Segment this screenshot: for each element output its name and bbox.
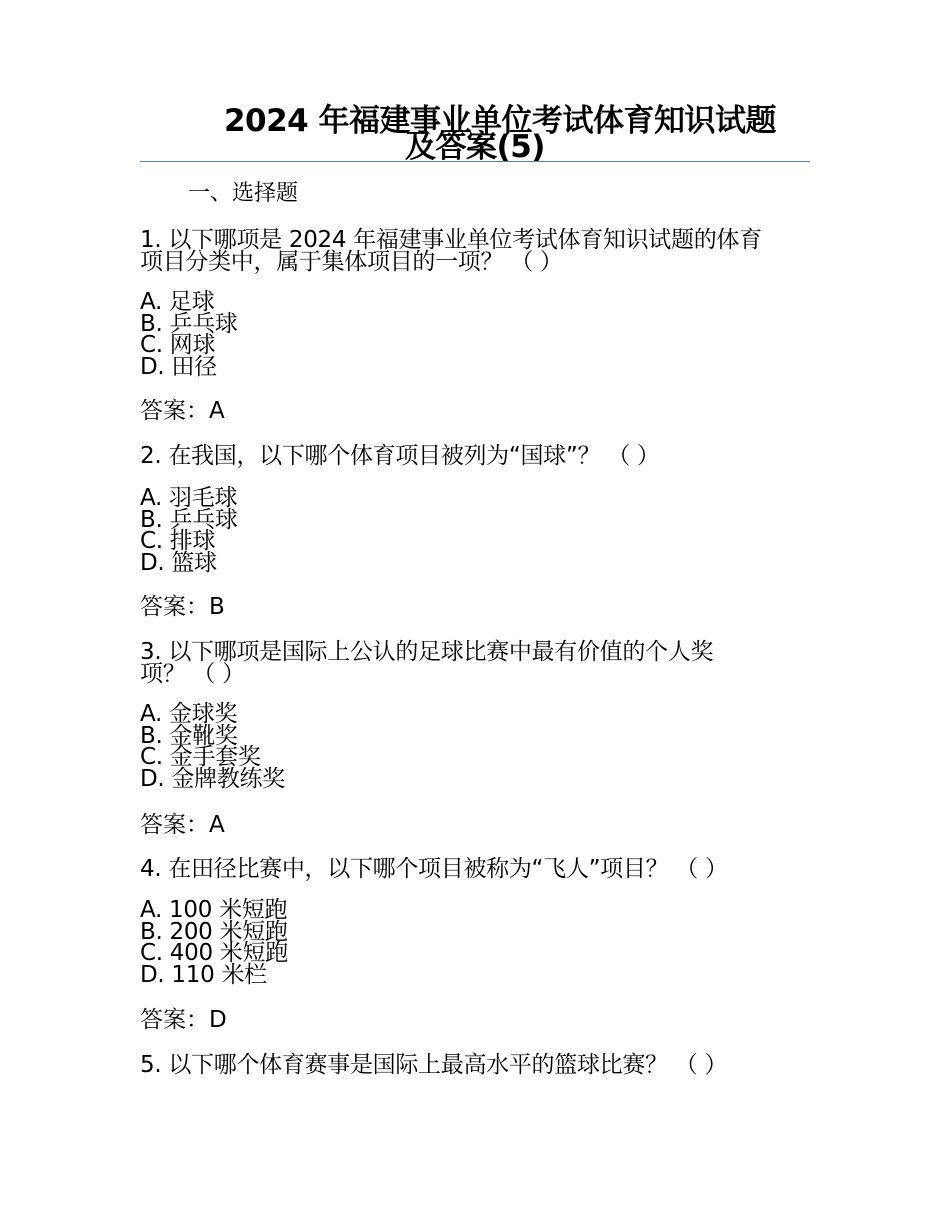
option-b: B. 乒乓球 <box>140 506 238 533</box>
question-text-line: 2. 在我国，以下哪个体育项目被列为“国球”？ （ ） <box>140 443 660 469</box>
document-title <box>140 103 810 165</box>
question-1-options <box>140 289 238 381</box>
title-line-2: 及答案(5) <box>405 129 545 165</box>
question-text-line: 5. 以下哪个体育赛事是国际上最高水平的篮球比赛？ （ ） <box>140 1052 728 1078</box>
question-5 <box>140 1054 820 1076</box>
option-d: D. 110 米栏 <box>140 962 267 989</box>
option-a: A. 100 米短跑 <box>140 897 288 923</box>
section-heading: 一、选择题 <box>188 181 299 206</box>
question-text-line: 4. 在田径比赛中，以下哪个项目被称为“飞人”项目？ （ ） <box>140 856 728 882</box>
question-1 <box>140 229 820 273</box>
option-d: D. 篮球 <box>140 550 217 577</box>
option-d: D. 田径 <box>140 354 217 381</box>
option-b: B. 金靴奖 <box>140 722 238 749</box>
option-c: C. 网球 <box>140 332 216 359</box>
option-b: B. 乒乓球 <box>140 310 238 337</box>
option-c: C. 400 米短跑 <box>140 940 288 967</box>
question-2 <box>140 445 820 467</box>
question-text-line: 项？ （ ） <box>140 661 245 687</box>
question-3-options <box>140 701 285 793</box>
option-b: B. 200 米短跑 <box>140 918 288 945</box>
question-2-options <box>140 485 238 577</box>
option-c: C. 金手套奖 <box>140 744 261 771</box>
option-a: A. 羽毛球 <box>140 485 238 511</box>
question-2-answer: 答案：B <box>140 594 225 620</box>
title-divider <box>140 161 810 162</box>
question-3 <box>140 641 820 685</box>
option-a: A. 足球 <box>140 289 215 315</box>
question-text-line: 1. 以下哪项是 2024 年福建事业单位考试体育知识试题的体育 <box>140 227 762 253</box>
option-d: D. 金牌教练奖 <box>140 766 285 793</box>
question-4 <box>140 858 820 880</box>
question-4-options <box>140 897 288 989</box>
option-a: A. 金球奖 <box>140 701 238 727</box>
question-text-line: 3. 以下哪项是国际上公认的足球比赛中最有价值的个人奖 <box>140 639 714 665</box>
option-c: C. 排球 <box>140 528 216 555</box>
question-1-answer: 答案：A <box>140 398 225 424</box>
question-text-line: 项目分类中，属于集体项目的一项？ （ ） <box>140 249 563 275</box>
question-3-answer: 答案：A <box>140 812 225 838</box>
title-line-1: 2024 年福建事业单位考试体育知识试题 <box>223 103 777 139</box>
question-4-answer: 答案：D <box>140 1007 227 1033</box>
